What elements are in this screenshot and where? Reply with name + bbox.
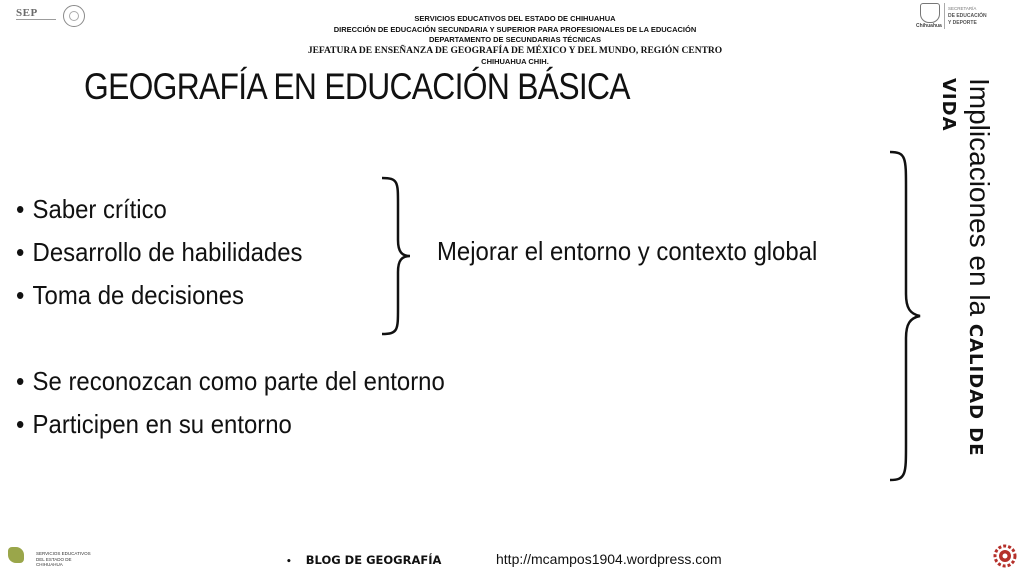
blog-label: • BLOG DE GEOGRAFÍA	[286, 553, 442, 567]
sep-logo	[6, 4, 86, 30]
right-brace-large	[886, 148, 926, 484]
institution-header	[230, 14, 800, 67]
right-brace	[378, 174, 414, 338]
bullet-text: Se reconozcan como parte del entorno	[32, 366, 445, 396]
chihuahua-map-icon	[8, 547, 24, 563]
vertical-caption	[934, 78, 994, 498]
bullet-item: • Toma de decisiones	[16, 280, 244, 310]
header-line: DIRECCIÓN DE EDUCACIÓN SECUNDARIA Y SUPERIOR PARA PROFESIONALES DE LA EDUCACIÓN	[333, 24, 697, 34]
mexico-seal-icon	[63, 5, 85, 27]
blog-label-text: BLOG DE GEOGRAFÍA	[305, 553, 442, 567]
bullet-item: • Se reconozcan como parte del entorno	[16, 366, 445, 396]
header-line: JEFATURA DE ENSEÑANZA DE GEOGRAFÍA DE MÉXICO Y DEL MUNDO, REGIÓN CENTRO	[307, 45, 723, 56]
secretaria-line: SECRETARÍA	[948, 6, 977, 11]
seech-logo	[6, 545, 92, 569]
educacion-line: DE EDUCACIÓN	[948, 13, 987, 19]
header-line: SERVICIOS EDUCATIVOS DEL ESTADO DE CHIHUAHUA	[414, 14, 616, 23]
bullet-text: Desarrollo de habilidades	[32, 237, 303, 267]
logo-line: SERVICIOS EDUCATIVOS	[36, 551, 91, 556]
slide-title: GEOGRAFÍA EN EDUCACIÓN BÁSICA	[84, 66, 630, 107]
logo-line: DEL ESTADO DE CHIHUAHUA	[36, 557, 72, 567]
vertical-text: Implicaciones en la	[964, 78, 995, 324]
logo-divider	[16, 19, 56, 20]
header-line: CHIHUAHUA CHIH.	[481, 56, 549, 66]
shield-icon	[920, 3, 940, 23]
deporte-line: Y DEPORTE	[948, 20, 977, 26]
bullet-item: • Participen en su entorno	[16, 409, 292, 439]
outcome-text: Mejorar el entorno y contexto global	[437, 236, 818, 266]
bullet-text: Toma de decisiones	[32, 280, 244, 310]
logo-divider	[944, 3, 945, 29]
header-line: DEPARTAMENTO DE SECUNDARIAS TÉCNICAS	[428, 35, 602, 44]
chihuahua-logo	[916, 3, 998, 31]
bullet-item: • Saber crítico	[16, 194, 167, 224]
vertical-caps-text: VIDA	[938, 78, 959, 132]
bullet-text: Participen en su entorno	[32, 409, 292, 439]
bullet-item: • Desarrollo de habilidades	[16, 237, 303, 267]
gear-emblem-icon	[992, 543, 1018, 569]
blog-url-link[interactable]: http://mcampos1904.wordpress.com	[496, 551, 722, 567]
bullet-text: Saber crítico	[32, 194, 167, 224]
sep-logo-text: SEP	[16, 7, 38, 19]
vertical-caps-text: CALIDAD DE	[965, 323, 986, 457]
chihuahua-logo-label: Chihuahua	[916, 23, 942, 29]
